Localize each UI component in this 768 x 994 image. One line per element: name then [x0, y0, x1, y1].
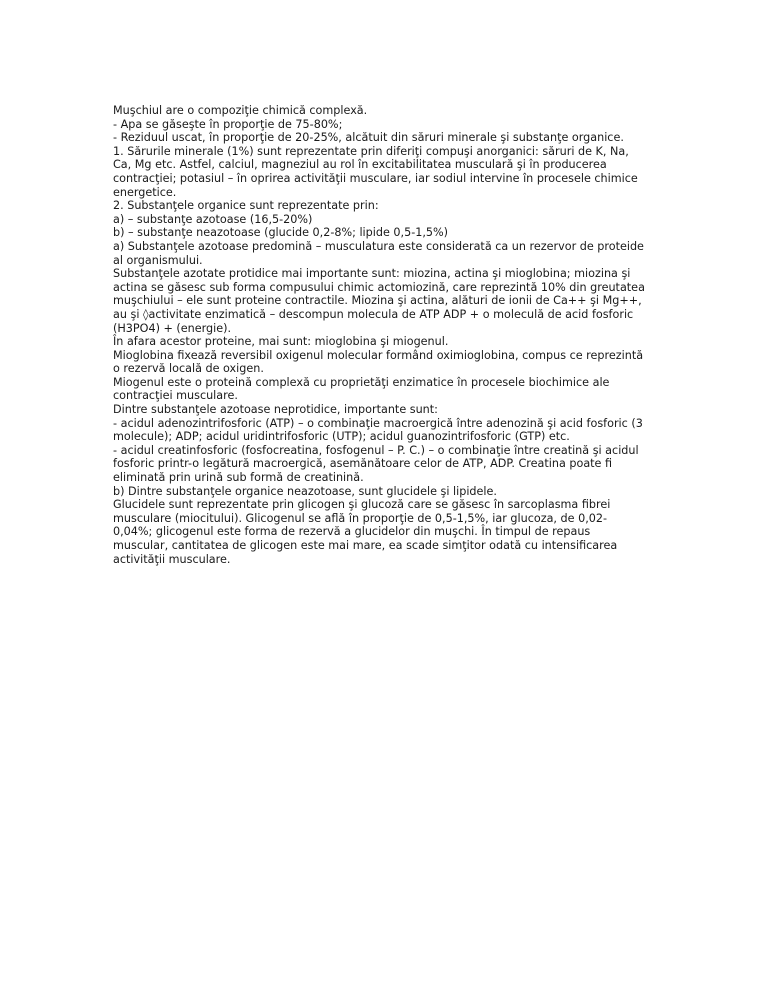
- text-line: eliminată prin urină sub formă de creatinină.: [113, 471, 364, 485]
- text-line: 2. Substanţele organice sunt reprezentate prin:: [113, 199, 379, 213]
- text-line: musculare (miocitului). Glicogenul se află în proporţie de 0,5-1,5%, iar glucoza, de 0,02-: [113, 511, 608, 525]
- text-line: contracţiei; potasiul – în oprirea activităţii musculare, iar sodiul intervine în procesele chimice: [113, 171, 638, 185]
- text-line: muşchiului – ele sunt proteine contractile. Miozina şi actina, alături de ionii de Ca++ şi Mg++,: [113, 294, 642, 308]
- text-line: muscular, cantitatea de glicogen este mai mare, ea scade simţitor odată cu intensificarea: [113, 539, 618, 552]
- text-line: - Reziduul uscat, în proporţie de 20-25%, alcătuit din săruri minerale şi substanţe organice.: [113, 131, 624, 145]
- text-line: - acidul adenozintrifosforic (ATP) – o combinaţie macroergică între adenozină şi acid fosforic (3: [113, 416, 643, 430]
- text-line: fosforic printr-o legătură macroergică, asemănătoare celor de ATP, ADP. Creatina poate fi: [113, 457, 613, 471]
- text-line: activităţii musculare.: [113, 552, 231, 566]
- text-line: b) – substanţe neazotoase (glucide 0,2-8%; lipide 0,5-1,5%): [113, 226, 449, 240]
- text-line: - acidul creatinfosforic (fosfocreatina, fosfogenul – P. C.) – o combinaţie între creatină şi acidul: [113, 443, 639, 457]
- text-line: molecule); ADP; acidul uridintrifosforic (UTP); acidul guanozintrifosforic (GTP) etc.: [113, 430, 570, 444]
- text-line: (H3PO4) + (energie).: [113, 321, 232, 335]
- text-line: au şi ◊activitate enzimatică – descompun molecula de ATP ADP + o moleculă de acid fosforic: [113, 307, 634, 321]
- text-line: În afara acestor proteine, mai sunt: mioglobina şi miogenul.: [113, 335, 449, 349]
- text-line: a) – substanţe azotoase (16,5-20%): [113, 212, 313, 226]
- text-line: Muşchiul are o compoziţie chimică complexă.: [113, 104, 368, 117]
- text-line: Glucidele sunt reprezentate prin glicogen şi glucoză care se găsesc în sarcoplasma fibrei: [113, 498, 611, 512]
- text-line: al organismului.: [113, 253, 203, 267]
- text-line: - Apa se găseşte în proporţie de 75-80%;: [113, 117, 343, 131]
- text-line: contracţiei musculare.: [113, 389, 238, 403]
- document-body-text: [113, 104, 643, 566]
- text-line: b) Dintre substanţele organice neazotoase, sunt glucidele şi lipidele.: [113, 484, 497, 498]
- text-line: o rezervă locală de oxigen.: [113, 362, 264, 376]
- text-line: energetice.: [113, 185, 177, 199]
- text-line: Dintre substanţele azotoase neprotidice, importante sunt:: [113, 403, 438, 417]
- text-line: Substanţele azotate protidice mai importante sunt: miozina, actina şi mioglobina; miozina şi: [113, 267, 631, 281]
- text-line: 0,04%; glicogenul este forma de rezervă a glucidelor din muşchi. În timpul de repaus: [113, 525, 591, 539]
- text-line: Ca, Mg etc. Astfel, calciul, magneziul au rol în excitabilitatea musculară şi în producerea: [113, 158, 607, 172]
- text-line: Miogenul este o proteină complexă cu proprietăţi enzimatice în procesele biochimice ale: [113, 375, 610, 389]
- text-line: actina se găsesc sub forma compusului chimic actomiozină, care reprezintă 10% din greutatea: [113, 280, 645, 294]
- text-line: Mioglobina fixează reversibil oxigenul molecular formând oximioglobina, compus ce reprezintă: [113, 348, 644, 362]
- text-line: 1. Sărurile minerale (1%) sunt reprezentate prin diferiţi compuşi anorganici: săruri de K, Na,: [113, 144, 629, 158]
- text-line: a) Substanţele azotoase predomină – musculatura este considerată ca un rezervor de proteide: [113, 239, 644, 253]
